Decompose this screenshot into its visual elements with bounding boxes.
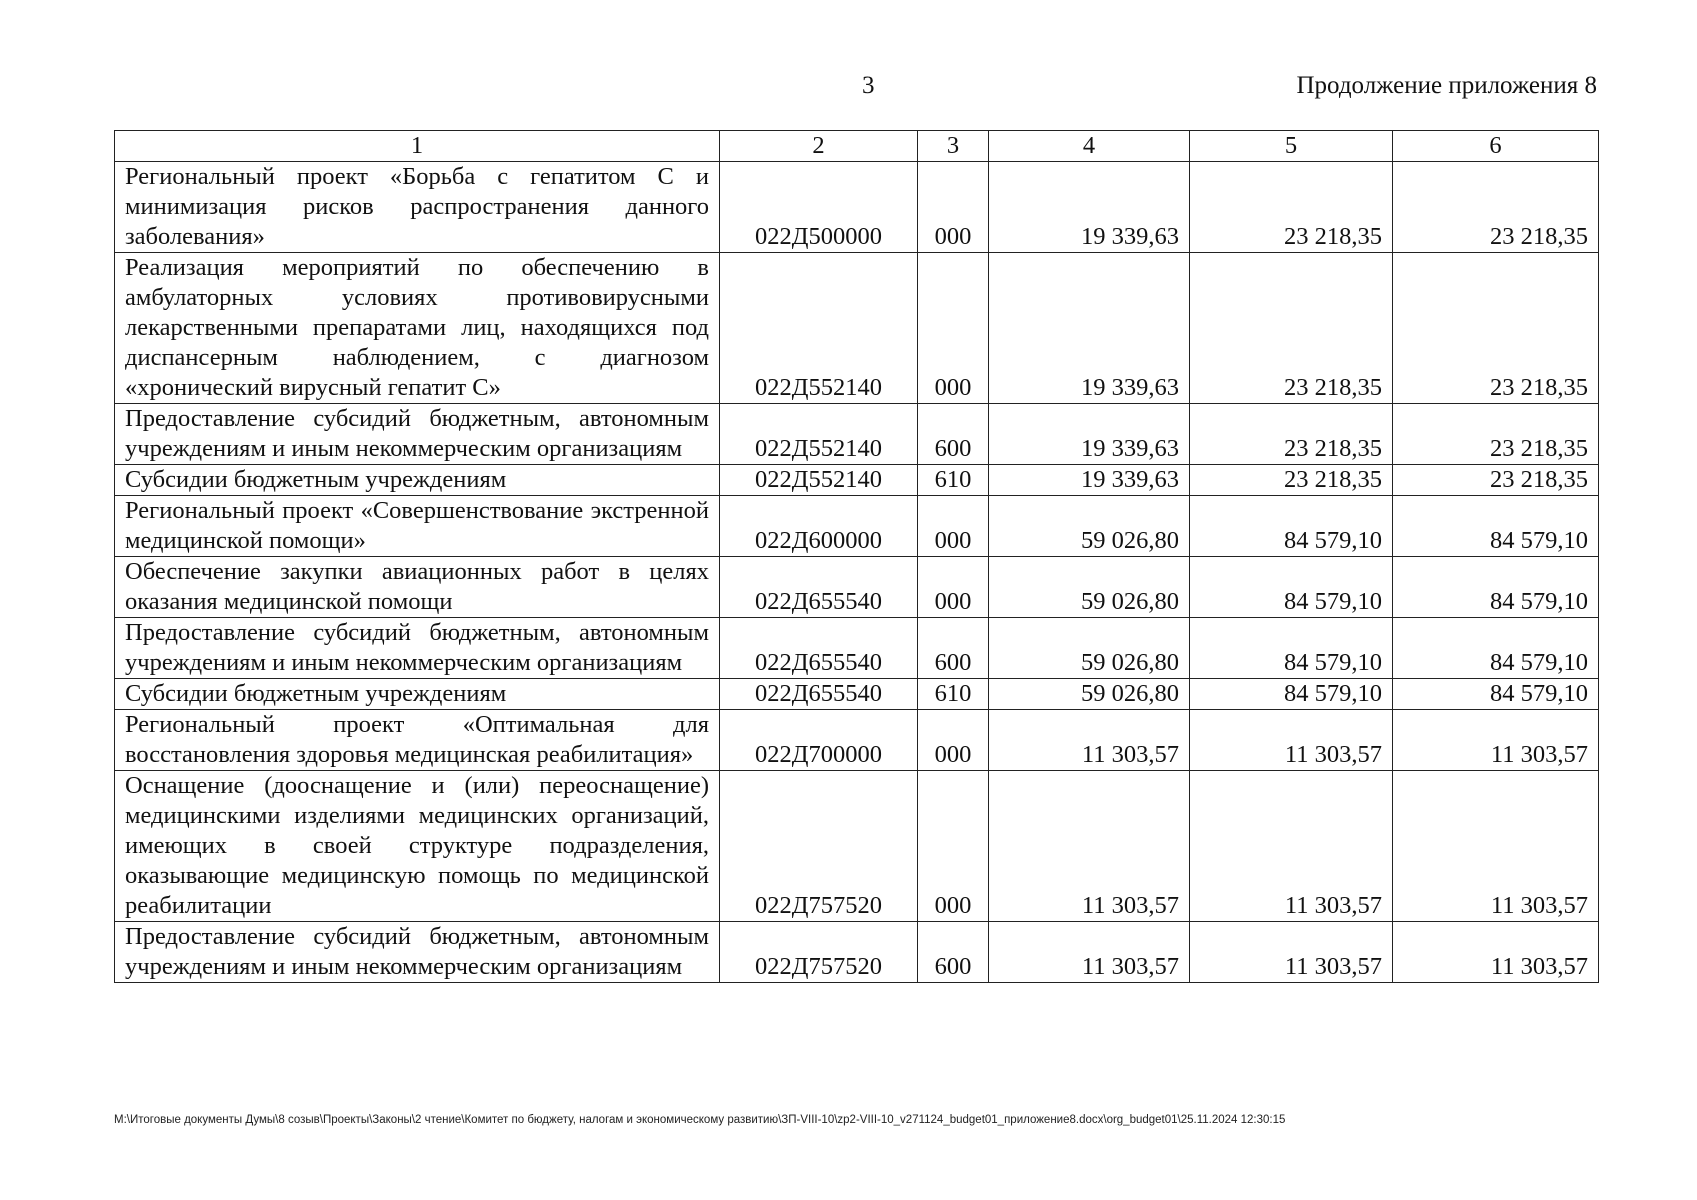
amount-year-1: 19 339,63 [989, 404, 1190, 465]
continuation-label: Продолжение приложения 8 [1296, 72, 1597, 99]
amount-year-3: 84 579,10 [1393, 618, 1599, 679]
column-header: 3 [918, 131, 989, 162]
expense-type-code: 600 [918, 618, 989, 679]
target-article-code: 022Д552140 [720, 404, 918, 465]
amount-year-1: 19 339,63 [989, 465, 1190, 496]
row-description: Реализация мероприятий по обеспечению в амбулаторных условиях противовирусными лекарственными препаратами лиц, находящихся под диспансерным наблюдением, с диагнозом «хронический вирусный гепатит С» [115, 253, 720, 404]
column-header: 4 [989, 131, 1190, 162]
amount-year-2: 23 218,35 [1190, 253, 1393, 404]
target-article-code: 022Д552140 [720, 465, 918, 496]
row-description: Региональный проект «Оптимальная для восстановления здоровья медицинская реабилитация» [115, 710, 720, 771]
expense-type-code: 610 [918, 465, 989, 496]
table-row [115, 162, 1599, 253]
expense-type-code: 600 [918, 404, 989, 465]
amount-year-1: 19 339,63 [989, 253, 1190, 404]
row-description: Предоставление субсидий бюджетным, автономным учреждениям и иным некоммерческим организациям [115, 922, 720, 983]
amount-year-3: 84 579,10 [1393, 679, 1599, 710]
table-row [115, 710, 1599, 771]
budget-table [114, 130, 1599, 983]
amount-year-1: 11 303,57 [989, 771, 1190, 922]
table-row [115, 557, 1599, 618]
row-description: Субсидии бюджетным учреждениям [115, 679, 720, 710]
target-article-code: 022Д757520 [720, 771, 918, 922]
expense-type-code: 000 [918, 496, 989, 557]
expense-type-code: 610 [918, 679, 989, 710]
amount-year-2: 11 303,57 [1190, 771, 1393, 922]
table-row [115, 253, 1599, 404]
expense-type-code: 000 [918, 557, 989, 618]
table-row [115, 922, 1599, 983]
row-description: Предоставление субсидий бюджетным, автономным учреждениям и иным некоммерческим организациям [115, 404, 720, 465]
amount-year-3: 84 579,10 [1393, 557, 1599, 618]
table-row [115, 679, 1599, 710]
expense-type-code: 000 [918, 162, 989, 253]
amount-year-3: 23 218,35 [1393, 162, 1599, 253]
target-article-code: 022Д600000 [720, 496, 918, 557]
amount-year-1: 19 339,63 [989, 162, 1190, 253]
row-description: Региональный проект «Совершенствование экстренной медицинской помощи» [115, 496, 720, 557]
amount-year-2: 84 579,10 [1190, 618, 1393, 679]
column-header: 6 [1393, 131, 1599, 162]
amount-year-2: 84 579,10 [1190, 557, 1393, 618]
row-description: Оснащение (дооснащение и (или) переоснащение) медицинскими изделиями медицинских организаций, имеющих в своей структуре подразделения, оказывающие медицинскую помощь по медицинской реабилитации [115, 771, 720, 922]
row-description: Предоставление субсидий бюджетным, автономным учреждениям и иным некоммерческим организациям [115, 618, 720, 679]
column-header: 5 [1190, 131, 1393, 162]
page-number: 3 [862, 72, 875, 99]
column-header: 1 [115, 131, 720, 162]
amount-year-2: 84 579,10 [1190, 679, 1393, 710]
row-description: Региональный проект «Борьба с гепатитом С и минимизация рисков распространения данного заболевания» [115, 162, 720, 253]
amount-year-3: 11 303,57 [1393, 771, 1599, 922]
amount-year-3: 84 579,10 [1393, 496, 1599, 557]
amount-year-2: 11 303,57 [1190, 922, 1393, 983]
table-row [115, 771, 1599, 922]
table-row [115, 496, 1599, 557]
target-article-code: 022Д757520 [720, 922, 918, 983]
amount-year-2: 23 218,35 [1190, 404, 1393, 465]
footer-file-path: M:\Итоговые документы Думы\8 созыв\Проекты\Законы\2 чтение\Комитет по бюджету, налогам и экономическому развитию\ЗП-VIII-10\zp2-VIII-10_v271124_budget01_приложение8.docx\org_budget01\25.11.2024 12:30:15 [114, 1114, 1286, 1126]
target-article-code: 022Д655540 [720, 679, 918, 710]
amount-year-1: 11 303,57 [989, 710, 1190, 771]
expense-type-code: 000 [918, 710, 989, 771]
amount-year-3: 23 218,35 [1393, 465, 1599, 496]
amount-year-3: 23 218,35 [1393, 404, 1599, 465]
amount-year-1: 11 303,57 [989, 922, 1190, 983]
row-description: Субсидии бюджетным учреждениям [115, 465, 720, 496]
amount-year-1: 59 026,80 [989, 618, 1190, 679]
amount-year-1: 59 026,80 [989, 496, 1190, 557]
expense-type-code: 600 [918, 922, 989, 983]
target-article-code: 022Д655540 [720, 557, 918, 618]
row-description: Обеспечение закупки авиационных работ в целях оказания медицинской помощи [115, 557, 720, 618]
amount-year-3: 23 218,35 [1393, 253, 1599, 404]
table-row [115, 618, 1599, 679]
amount-year-3: 11 303,57 [1393, 922, 1599, 983]
target-article-code: 022Д655540 [720, 618, 918, 679]
amount-year-2: 84 579,10 [1190, 496, 1393, 557]
expense-type-code: 000 [918, 253, 989, 404]
column-header: 2 [720, 131, 918, 162]
amount-year-2: 23 218,35 [1190, 465, 1393, 496]
amount-year-1: 59 026,80 [989, 557, 1190, 618]
amount-year-2: 11 303,57 [1190, 710, 1393, 771]
target-article-code: 022Д500000 [720, 162, 918, 253]
table-row [115, 465, 1599, 496]
amount-year-2: 23 218,35 [1190, 162, 1393, 253]
target-article-code: 022Д552140 [720, 253, 918, 404]
amount-year-1: 59 026,80 [989, 679, 1190, 710]
table-row [115, 404, 1599, 465]
column-number-row [115, 131, 1599, 162]
amount-year-3: 11 303,57 [1393, 710, 1599, 771]
target-article-code: 022Д700000 [720, 710, 918, 771]
expense-type-code: 000 [918, 771, 989, 922]
